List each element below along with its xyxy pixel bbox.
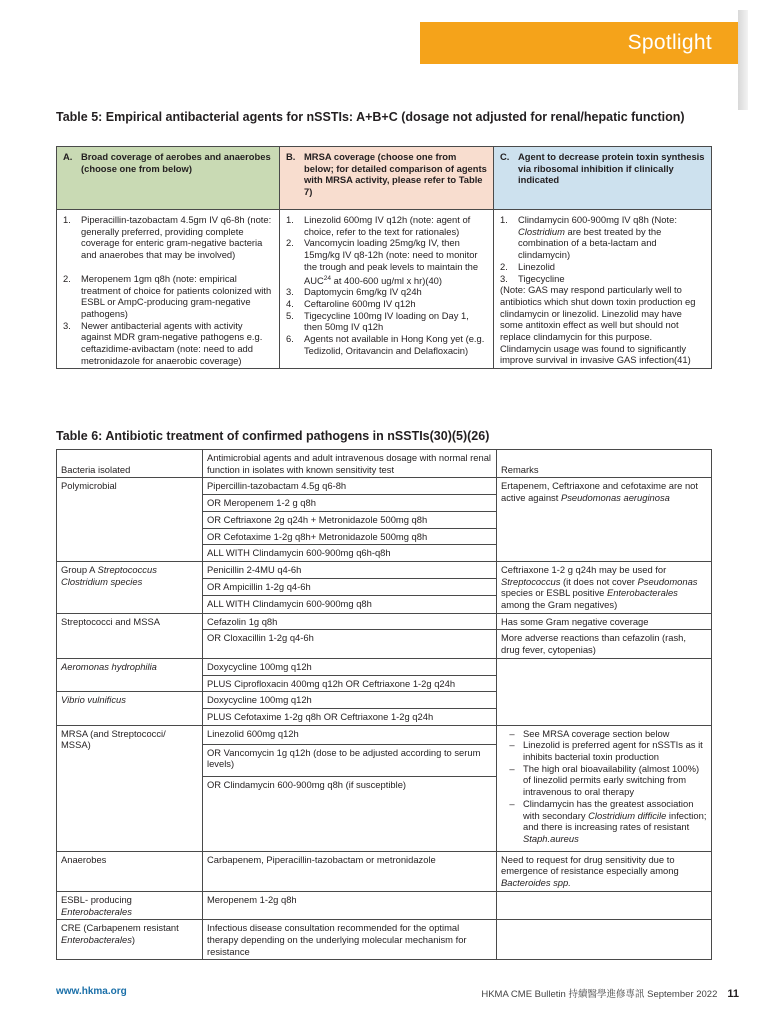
footer-url[interactable]: www.hkma.org xyxy=(56,986,127,997)
footer-bulletin: HKMA CME Bulletin 持續醫學進修專訊 September 2022 11 xyxy=(481,988,739,1000)
agent-cell: Cefazolin 1g q8h xyxy=(203,613,497,630)
table5-col-a xyxy=(57,210,280,369)
list-item: 2. Vancomycin loading 25mg/kg IV, then 15mg/kg IV q8-12h (note: need to monitor the trough and peak levels to maintain the AUC$^{24}$ at 400-600 ug/ml x hr)(40) xyxy=(286,237,479,286)
agent-cell: OR Ampicillin 1-2g q4-6h xyxy=(203,579,497,596)
agent-cell: PLUS Cefotaxime 1-2g q8h OR Ceftriaxone 1-2g q24h xyxy=(203,708,497,725)
table-row xyxy=(57,725,712,744)
agent-cell: Doxycycline 100mg q12h xyxy=(203,658,497,675)
page-number: 11 xyxy=(727,988,739,1000)
table6-header-remarks: Remarks xyxy=(497,450,712,478)
list-item: 1. Clindamycin 600-900mg IV q8h (Note: Clostridium are best treated by the combination of a beta-lactam and clindamycin) xyxy=(500,214,677,261)
remark-cell: Has some Gram negative coverage xyxy=(497,613,712,630)
list-item: 3. Newer antibacterial agents with activity against MDR gram-negative pathogens e.g. ceftazidime-avibactam (note: need to add metronidazole for anaerobic coverage) xyxy=(63,319,263,366)
table6-header-agents: Antimicrobial agents and adult intravenous dosage with normal renal function in isolates with known sensitivity test xyxy=(203,450,497,478)
table-row xyxy=(57,891,712,919)
remark-cell xyxy=(497,920,712,960)
table6-caption: Table 6: Antibiotic treatment of confirmed pathogens in nSSTIs(30)(5)(26) xyxy=(56,429,490,443)
list-item: 2. Meropenem 1gm q8h (note: empirical treatment of choice for patients colonized with ESBL or AmpC-producing gram-negative pathogens) xyxy=(63,272,272,319)
list-item: 1. Linezolid 600mg IV q12h (note: agent of choice, refer to the text for rationales) xyxy=(286,214,471,237)
agent-cell: Doxycycline 100mg q12h xyxy=(203,692,497,709)
remark-cell: Need to request for drug sensitivity due to emergence of resistance especially among Bacteroides spp. xyxy=(497,851,712,891)
agent-cell: Linezolid 600mg q12h xyxy=(203,725,497,744)
bacteria-cell: CRE (Carbapenem resistant Enterobacterales) xyxy=(57,920,203,960)
remark-cell: Ceftriaxone 1-2 g q24h may be used for Streptococcus (it does not cover Pseudomonas species or ESBL positive Enterobacterales among the Gram negatives) xyxy=(497,561,712,613)
table5-header-row xyxy=(57,147,712,210)
table5-header-a: A. Broad coverage of aerobes and anaerobes (choose one from below) xyxy=(57,147,280,210)
agent-cell: Meropenem 1-2g q8h xyxy=(203,891,497,919)
table6-header-row xyxy=(57,450,712,478)
agent-cell: ALL WITH Clindamycin 600-900mg q8h xyxy=(203,596,497,613)
table-row xyxy=(57,478,712,495)
agent-cell: Penicillin 2-4MU q4-6h xyxy=(203,561,497,578)
agent-cell: OR Meropenem 1-2 g q8h xyxy=(203,495,497,512)
remark-cell xyxy=(497,658,712,725)
table6-header-bacteria: Bacteria isolated xyxy=(57,450,203,478)
agent-cell: OR Ceftriaxone 2g q24h + Metronidazole 500mg q8h xyxy=(203,511,497,528)
agent-cell: OR Vancomycin 1g q12h (dose to be adjusted according to serum levels) xyxy=(203,744,497,776)
agent-cell: OR Cloxacillin 1-2g q4-6h xyxy=(203,630,497,658)
bacteria-cell: Anaerobes xyxy=(57,851,203,891)
table-row xyxy=(57,613,712,630)
remark-cell: More adverse reactions than cefazolin (rash, drug fever, cytopenias) xyxy=(497,630,712,658)
agent-cell: Pipercillin-tazobactam 4.5g q6-8h xyxy=(203,478,497,495)
bacteria-cell: Group A Streptococcus Clostridium species xyxy=(57,561,203,613)
agent-cell: PLUS Ciprofloxacin 400mg q12h OR Ceftriaxone 1-2g q24h xyxy=(203,675,497,692)
remark-cell xyxy=(497,891,712,919)
remark-cell: Ertapenem, Ceftriaxone and cefotaxime are not active against Pseudomonas aeruginosa xyxy=(497,478,712,562)
list-item: 3. Daptomycin 6mg/kg IV q24h xyxy=(286,286,422,298)
agent-cell: OR Cefotaxime 1-2g q8h+ Metronidazole 500mg q8h xyxy=(203,528,497,545)
list-item: 2. Linezolid xyxy=(500,260,556,272)
table5-header-b: B. MRSA coverage (choose one from below; for detailed comparison of agents with MRSA activity, please refer to Table 7) xyxy=(280,147,494,210)
list-item: 4. Ceftaroline 600mg IV q12h xyxy=(286,298,416,310)
table-row xyxy=(57,561,712,578)
agent-cell: ALL WITH Clindamycin 600-900mg q6h-q8h xyxy=(203,545,497,562)
list-item: 5. Tigecycline 100mg IV loading on Day 1, then 50mg IV q12h xyxy=(286,309,469,333)
list-item: 6. Agents not available in Hong Kong yet (e.g. Tedizolid, Oritavancin and Delafloxacin) xyxy=(286,333,485,356)
table-row xyxy=(57,658,712,675)
table5-col-b xyxy=(280,210,494,369)
table5 xyxy=(56,146,712,369)
table-row xyxy=(57,851,712,891)
table-row xyxy=(57,920,712,960)
spotlight-banner xyxy=(420,22,738,64)
agent-cell: Carbapenem, Piperacillin-tazobactam or metronidazole xyxy=(203,851,497,891)
bacteria-cell: Polymicrobial xyxy=(57,478,203,562)
bacteria-cell: MRSA (and Streptococci/ MSSA) xyxy=(57,725,203,851)
agent-cell: Infectious disease consultation recommended for the optimal therapy depending on the underlying molecular mechanism for resistance xyxy=(203,920,497,960)
table5-body-row xyxy=(57,210,712,369)
bacteria-cell: Streptococci and MSSA xyxy=(57,613,203,658)
list-item: 3. Tigecycline xyxy=(500,272,565,284)
agent-cell: OR Clindamycin 600-900mg q8h (if susceptible) xyxy=(203,776,497,851)
bacteria-cell: ESBL- producing Enterobacterales xyxy=(57,891,203,919)
spotlight-label: Spotlight xyxy=(627,31,712,54)
bacteria-cell: Aeromonas hydrophilia xyxy=(57,658,203,691)
table5-col-c xyxy=(494,210,712,369)
remark-cell: – See MRSA coverage section below – Linezolid is preferred agent for nSSTIs as it inhibits bacterial toxin production – The high oral bioavailability (almost 100%) of linezolid permits early switching from intravenous to oral therapy – Clindamycin has the greatest association with secondary Clostridium difficile infection; and there is increasing rates of resistant Staph.aureus xyxy=(497,725,712,851)
list-item: 1. Piperacillin-tazobactam 4.5gm IV q6-8h (note: generally preferred, providing complete coverage for enteric gram-negative bacteria and anaerobes that may be involved) xyxy=(63,214,272,261)
table6 xyxy=(56,449,712,960)
table5-caption: Table 5: Empirical antibacterial agents for nSSTIs: A+B+C (dosage not adjusted for renal/hepatic function) xyxy=(56,110,685,124)
table5-header-c: C. Agent to decrease protein toxin synthesis via ribosomal inhibition if clinically indicated xyxy=(494,147,712,210)
table5-note: (Note: GAS may respond particularly well to antibiotics which shut down toxin production eg clindamycin or linezolid. Linezolid may have some antitoxin effect as well but should not replace clindamycin for this purpose. Clindamycin usage was found to significantly improve survival in invasive GAS infection(41) xyxy=(500,284,696,366)
bacteria-cell: Vibrio vulnificus xyxy=(57,692,203,725)
page-edge-shadow xyxy=(738,10,748,110)
